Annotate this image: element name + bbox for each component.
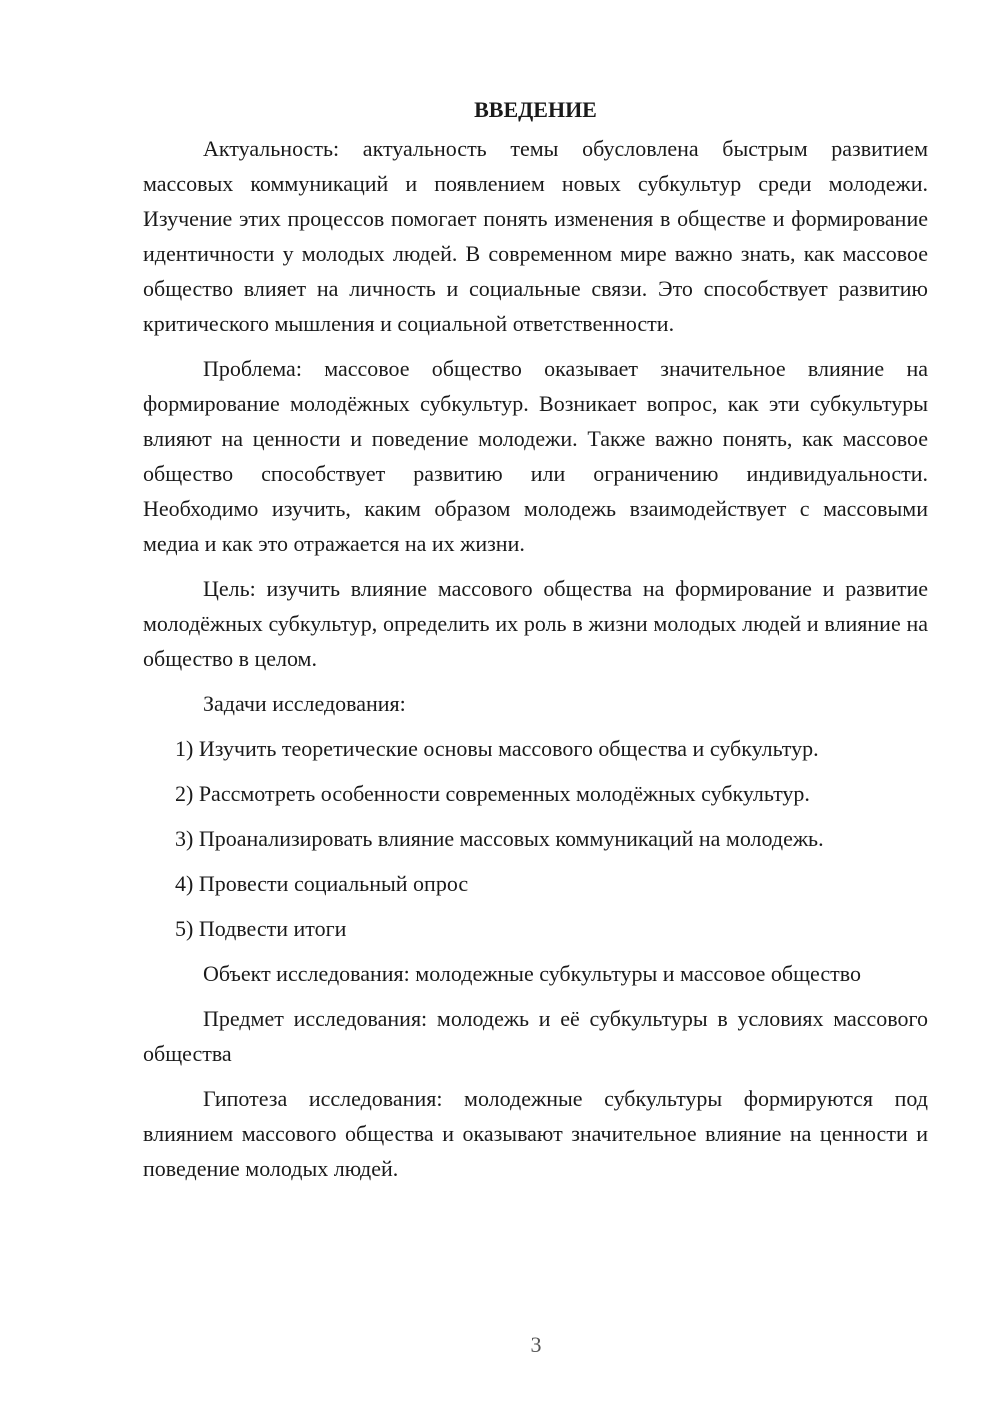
paragraph-subject: Предмет исследования: молодежь и её субкультуры в условиях массового общества <box>143 1006 928 1066</box>
paragraph-relevance: Актуальность: актуальность темы обусловлена быстрым развитием массовых коммуникаций и появлением новых субкультур среди молодежи. Изучение этих процессов помогает понять изменения в обществе и формирование идентичности у молодых людей. В современном мире важно знать, как массовое общество влияет на личность и социальные связи. Это способствует развитию критического мышления и социальной ответственности. <box>143 136 928 336</box>
paragraph-object: Объект исследования: молодежные субкультуры и массовое общество <box>203 961 861 986</box>
page-number: 3 <box>530 1332 542 1357</box>
paragraph-hypothesis: Гипотеза исследования: молодежные субкультуры формируются под влиянием массового общества и оказывают значительное влияние на ценности и поведение молодых людей. <box>143 1086 928 1181</box>
paragraph-goal: Цель: изучить влияние массового общества на формирование и развитие молодёжных субкультур, определить их роль в жизни молодых людей и влияние на общество в целом. <box>143 576 928 671</box>
page-title: ВВЕДЕНИЕ <box>474 97 597 122</box>
list-item: 3) Проанализировать влияние массовых коммуникаций на молодежь. <box>175 826 824 851</box>
tasks-heading: Задачи исследования: <box>203 691 406 716</box>
list-item: 1) Изучить теоретические основы массового общества и субкультур. <box>175 736 819 761</box>
paragraph-problem: Проблема: массовое общество оказывает значительное влияние на формирование молодёжных субкультур. Возникает вопрос, как эти субкультуры влияют на ценности и поведение молодежи. Также важно понять, как массовое общество способствует развитию или ограничению индивидуальности. Необходимо изучить, каким образом молодежь взаимодействует с массовыми медиа и как это отражается на их жизни. <box>143 356 928 556</box>
document-page <box>143 92 928 1196</box>
list-item: 2) Рассмотреть особенности современных молодёжных субкультур. <box>175 781 810 806</box>
list-item: 4) Провести социальный опрос <box>175 871 469 896</box>
list-item: 5) Подвести итоги <box>175 916 347 941</box>
tasks-list <box>143 731 928 946</box>
